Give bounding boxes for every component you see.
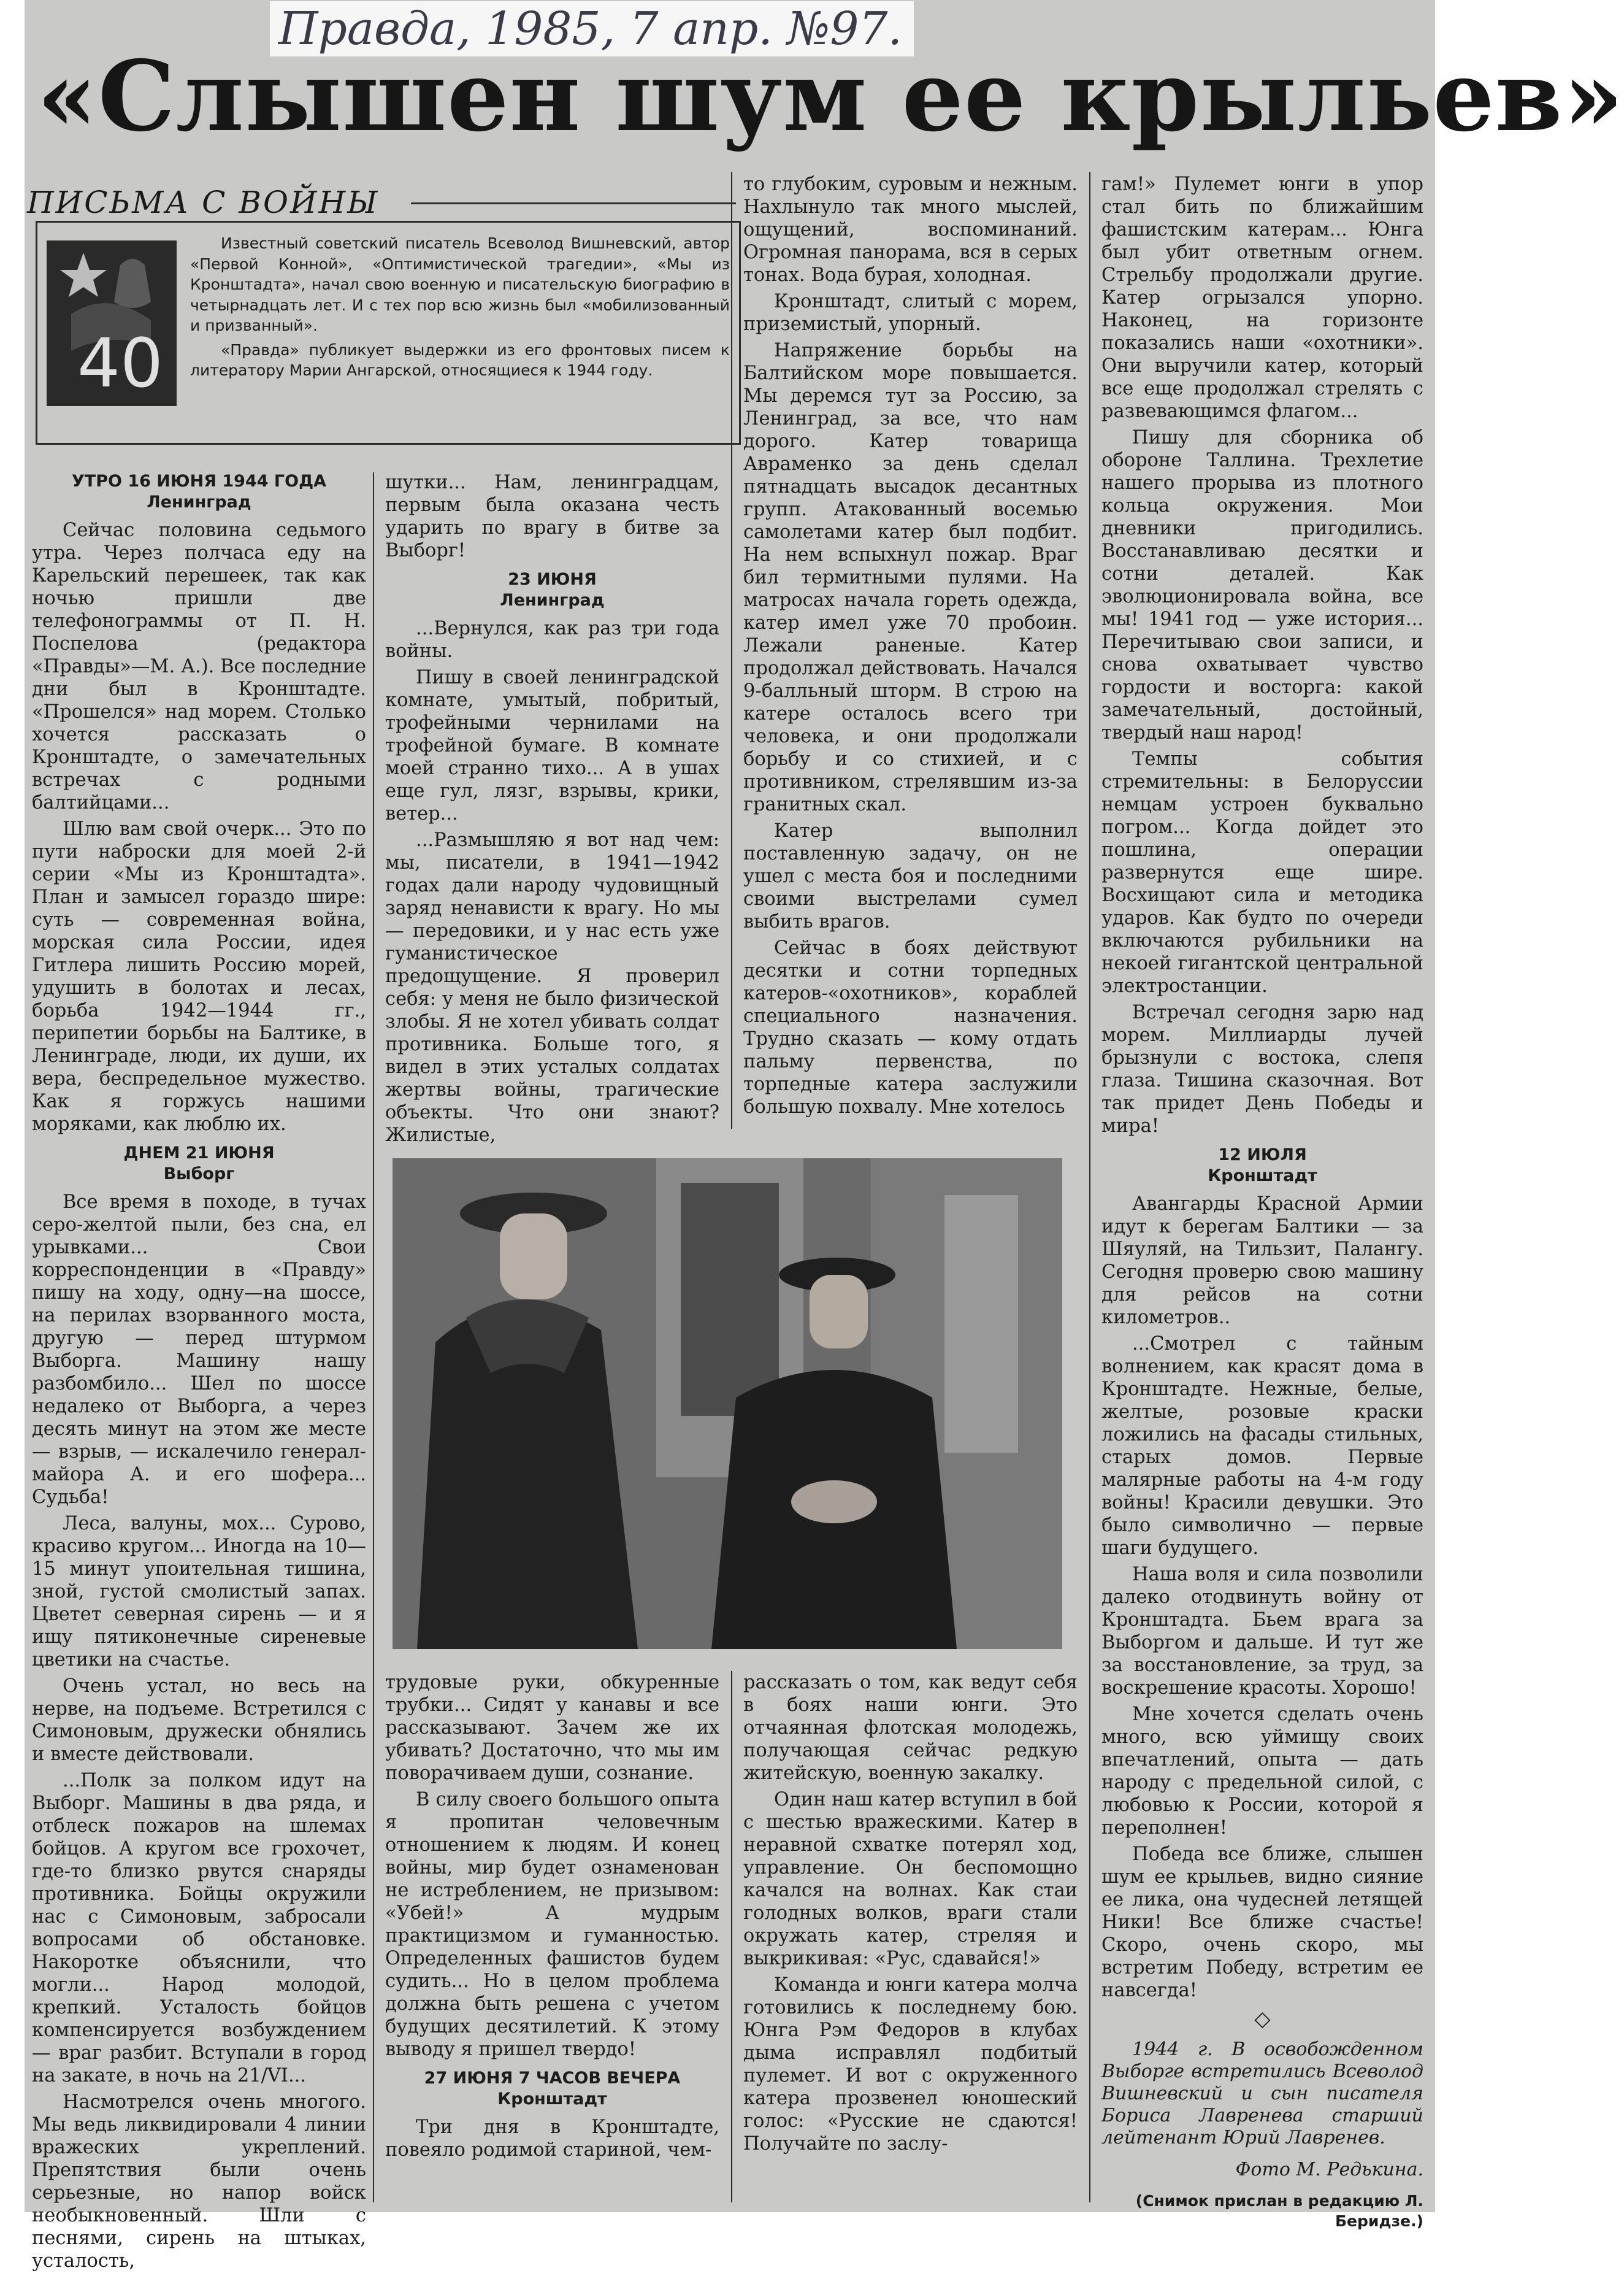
section-heading-title: 23 ИЮНЯ (508, 570, 597, 589)
section-heading (32, 471, 366, 513)
column-rule (731, 1671, 732, 2202)
column-2-lower (385, 1671, 719, 2165)
intro-text (190, 233, 730, 385)
letter-paragraph: трудовые руки, обкуренные трубки... Сидят у канавы и все рассказывают. Зачем же их убивать? Достаточно, что мы им поворачиваем души, сознание. (385, 1672, 719, 1784)
photo-credit: Фото М. Редькина. (1235, 2159, 1423, 2180)
section-heading (385, 2068, 719, 2110)
column-3-upper (743, 173, 1078, 1122)
letter-paragraph: Три дня в Кронштадте, повеяло родимой стариной, чем- (385, 2116, 719, 2161)
column-1 (32, 471, 366, 2276)
column-rule (731, 172, 732, 1129)
letter-paragraph: Наша воля и сила позволили далеко отодвинуть войну от Кронштадта. Бьем врага за Выборгом и дальше. И тут же за восстановление, за труд, за воскрешение красоты. Хорошо! (1101, 1564, 1423, 1699)
section-heading-place: Ленинград (147, 493, 251, 512)
diamond-ornament: ◇ (1254, 2007, 1271, 2031)
photo-caption: 1944 г. В освобожденном Выборге встретились Всеволод Вишневский и сын писателя Бориса Лавренева старший лейтенант Юрий Лавренев. (1101, 2039, 1423, 2148)
column-3-lower (743, 1671, 1078, 2159)
letter-paragraph: гам!» Пулемет юнги в упор стал бить по ближайшим фашистским катерам... Юнга был убит ответным огнем. Стрельбу продолжали другие. Катер огрызался упорно. Наконец, на горизонте показались наши «охотники». Они выручили катер, который все еще продолжал стрелять с развевающимся флагом... (1101, 174, 1423, 422)
letter-paragraph: Авангарды Красной Армии идут к берегам Балтики — за Шяуляй, на Тильзит, Палангу. Сегодня проверю свою машину для рейсов на сотни километров.. (1101, 1193, 1423, 1328)
letter-paragraph: Сейчас в боях действуют десятки и сотни торпедных катеров-«охотников», кораблей специального назначения. Трудно сказать — кому отдать пальму первенства, по торпедные катера заслужили большую похвалу. Мне хотелось (743, 937, 1078, 1118)
emblem-40 (47, 240, 177, 406)
section-heading-place: Кронштадт (1208, 1166, 1317, 1185)
rubric-rule (411, 202, 736, 204)
sent-by-note: (Снимок прислан в редакцию Л. Беридзе.) (1135, 2192, 1423, 2230)
letter-paragraph: Победа все ближе, слышен шум ее крыльев, видно сияние ее лика, она чудесней летящей Ники! Все ближе счастье! Скоро, очень скоро, мы встретим Победу, встретим ее навсегда! (1101, 1843, 1423, 2001)
letter-paragraph: Все время в походе, в тучах серо-желтой пыли, без сна, ел урывками... Свои корреспонденции в «Правду» пишу на ходу, одну—на шоссе, на перилах взорванного моста, другую — перед штурмом Выборга. Машину нашу разбомбило... Шел по шоссе недалеко от Выборга, а через десять минут на этом же месте — взрыв, — искалечило генерал-майора А. и его шофера... Судьба! (32, 1191, 366, 1508)
column-4 (1101, 173, 1423, 2235)
intro-paragraph: Известный советский писатель Всеволод Вишневский, автор «Первой Конной», «Оптимистической трагедии», «Мы из Кронштадта», начал свою военную и писательскую биографию в четырнадцать лет. И с тех пор всю жизнь был «мобилизованный и призванный». (190, 234, 730, 334)
letter-paragraph: шутки... Нам, ленинградцам, первым была оказана честь ударить по врагу в битве за Выборг! (385, 472, 719, 561)
letter-paragraph: Пишу для сборника об обороне Таллина. Трехлетие нашего прорыва из плотного кольца окружения. Мои дневники пригодились. Восстанавливаю десятки и сотни деталей. Как эволюционировала война, все мы! 1941 год — уже история... Перечитываю свои записи, и снова охватывает чувство гордости и восторга: какой замечательный, достойный, твердый наш народ! (1101, 427, 1423, 744)
section-heading-title: 27 ИЮНЯ 7 ЧАСОВ ВЕЧЕРА (424, 2069, 681, 2088)
letter-paragraph: ...Вернулся, как раз три года войны. (385, 618, 719, 662)
letter-paragraph: Насмотрелся очень многого. Мы ведь ликвидировали 4 линии вражеских укреплений. Препятствия были очень серьезные, но напор войск необыкновенный. Шли с песнями, сирень на штыках, усталость, (32, 2091, 366, 2272)
letter-paragraph: Мне хочется сделать очень много, всю уймищу своих впечатлений, опыта — дать народу с предельной силой, с любовью к России, которой я переполнен! (1101, 1704, 1423, 1839)
section-heading (32, 1143, 366, 1185)
letter-paragraph: Напряжение борьбы на Балтийском море повышается. Мы деремся тут за Россию, за Ленинград, за все, что нам дорого. Катер товарища Авраменко за день сделал пятнадцать высадок десантных групп. Атакованный восемью самолетами катер был подбит. На нем вспыхнул пожар. Враг бил термитными пулями. На матросах начала гореть одежда, катер имел уже 70 пробоин. Лежали раненые. Катер продолжал действовать. Начался 9-балльный шторм. В строю на катере осталось всего три человека, и они продолжали борьбу и со стихией, и с противником, стрелявшим из-за гранитных скал. (743, 340, 1078, 815)
letter-paragraph: Встречал сегодня зарю над морем. Миллиарды лучей брызнули с востока, слепя глаза. Тишина сказочная. Вот так придет День Победы и мира! (1101, 1002, 1423, 1137)
letter-paragraph: Сейчас половина седьмого утра. Через полчаса еду на Карельский перешеек, так как ночью пришли две телефонограммы от П. Н. Поспелова (редактора «Правды»—М. А.). Все последние дни был в Кронштадте. «Прошелся» над морем. Столько хочется рассказать о Кронштадте, о замечательных встречах с родными балтийцами... (32, 520, 366, 813)
photo (393, 1158, 1062, 1649)
section-heading-title: УТРО 16 ИЮНЯ 1944 ГОДА (71, 472, 327, 491)
photo-image (393, 1158, 1062, 1649)
letter-paragraph: Леса, валуны, мох... Сурово, красиво кругом... Иногда на 10—15 минут упоительная тишина, зной, густой смолистый запах. Цветет северная сирень — и я ищу пятиконечные сиреневые цветики на счастье. (32, 1513, 366, 1670)
rubric: ПИСЬМА С ВОЙНЫ (27, 185, 380, 220)
letter-paragraph: ...Смотрел с тайным волнением, как красят дома в Кронштадте. Нежные, белые, желтые, розовые краски ложились на фасады стильных, старых домов. Первые малярные работы на 4-м году войны! Красили девушки. Это было символично — первые шаги будущего. (1101, 1333, 1423, 1559)
letter-paragraph: то глубоким, суровым и нежным. Нахлынуло так много мыслей, ощущений, воспоминаний. Огромная панорама, вся в серых тонах. Вода бурая, холодная. (743, 174, 1078, 286)
intro-paragraph: «Правда» публикует выдержки из его фронтовых писем к литератору Марии Ангарской, относящиеся к 1944 году. (190, 340, 730, 379)
section-heading-place: Выборг (163, 1164, 235, 1183)
headline: «Слышен шум ее крыльев» (37, 40, 1624, 153)
letter-paragraph: ...Полк за полком идут на Выборг. Машины в два ряда, и отблеск пожаров на шлемах бойцов. А кругом все грохочет, где-то близко рвутся снаряды противника. Бойцы окружили нас с Симоновым, забросали вопросами об обстановке. Накоротке объяснили, что могли... Народ молодой, крепкий. Усталость бойцов компенсируется возбуждением — враг разбит. Вступали в город на закате, в ночь на 21/VI... (32, 1770, 366, 2086)
section-heading-place: Ленинград (500, 591, 605, 610)
column-rule (373, 472, 374, 2202)
section-heading-place: Кронштадт (497, 2090, 607, 2109)
letter-paragraph: Кронштадт, слитый с морем, приземистый, упорный. (743, 291, 1078, 335)
section-heading-title: 12 ИЮЛЯ (1218, 1145, 1307, 1164)
letter-paragraph: Катер выполнил поставленную задачу, он не ушел с места боя и последними своими выстрелами сумел выбить врагов. (743, 820, 1078, 932)
letter-paragraph: Один наш катер вступил в бой с шестью вражескими. Катер в неравной схватке потерял ход, управление. Он беспомощно качался на волнах. Как стаи голодных волков, враги стали окружать катер, стреляя и выкрикивая: «Рус, сдавайся!» (743, 1789, 1078, 1969)
letter-paragraph: Команда и юнги катера молча готовились к последнему бою. Юнга Рэм Федоров в клубах дыма исправлял подбитый пулемет. И вот с окруженного катера прозвенел юношеский голос: «Русские не сдаются! Получайте по заслу- (743, 1974, 1078, 2155)
letter-paragraph: рассказать о том, как ведут себя в боях наши юнги. Это отчаянная флотская молодежь, получающая сейчас редкую житейскую, военную закалку. (743, 1672, 1078, 1784)
column-2-upper (385, 471, 719, 1150)
handwritten-note: Правда, 1985, 7 апр. №97. (270, 1, 914, 56)
letter-paragraph: Пишу в своей ленинградской комнате, умытый, побритый, трофейными чернилами на трофейной бумаге. В комнате моей странно тихо... А в ушах еще гул, лязг, взрывы, крики, ветер... (385, 667, 719, 825)
letter-paragraph: В силу своего большого опыта я пропитан человечным отношением к людям. И конец войны, мир будет ознаменован не истреблением, не призывом: «Убей!» А мудрым практицизмом и гуманностью. Определенных фашистов будем судить... Но в целом проблема должна быть решена с учетом будущих десятилетий. К этому выводу я пришел твердо! (385, 1789, 719, 2060)
section-heading (385, 569, 719, 611)
column-rule (1089, 172, 1090, 2202)
letter-paragraph: Темпы события стремительны: в Белоруссии немцам устроен буквально погром... Когда дойдет это пошлина, операции развернутся еще шире. Восхищают сила и методика ударов. Как будто по очереди включаются рубильники на некоей гигантской центральной электростанции. (1101, 748, 1423, 997)
letter-paragraph: Очень устал, но весь на нерве, на подъеме. Встретился с Симоновым, дружески обнялись и вместе действовали. (32, 1675, 366, 1765)
section-heading (1101, 1145, 1423, 1186)
letter-paragraph: Шлю вам свой очерк... Это по пути наброски для моей 2-й серии «Мы из Кронштадта». План и замысел гораздо шире: суть — современная война, морская сила России, идея Гитлера лишить Россию морей, удушить в болотах и лесах, борьба 1942—1944 гг., перипетии борьбы на Балтике, в Ленинграде, люди, их души, их вера, беспредельное мужество. Как я горжусь нашими моряками, как люблю их. (32, 818, 366, 1135)
emblem-number: 40 (77, 324, 163, 402)
section-heading-title: ДНЕМ 21 ИЮНЯ (123, 1144, 275, 1163)
letter-paragraph: ...Размышляю я вот над чем: мы, писатели, в 1941—1942 годах дали народу чудовищный заряд ненависти к врагу. Но мы — передовики, и у нас есть уже гуманистическое предощущение. Я проверил себя: у меня не было физической злобы. Я не хотел убивать солдат противника. Больше того, я видел в этих усталых солдатах жертвы войны, трагические объекты. Что они знают? Жилистые, (385, 829, 719, 1146)
